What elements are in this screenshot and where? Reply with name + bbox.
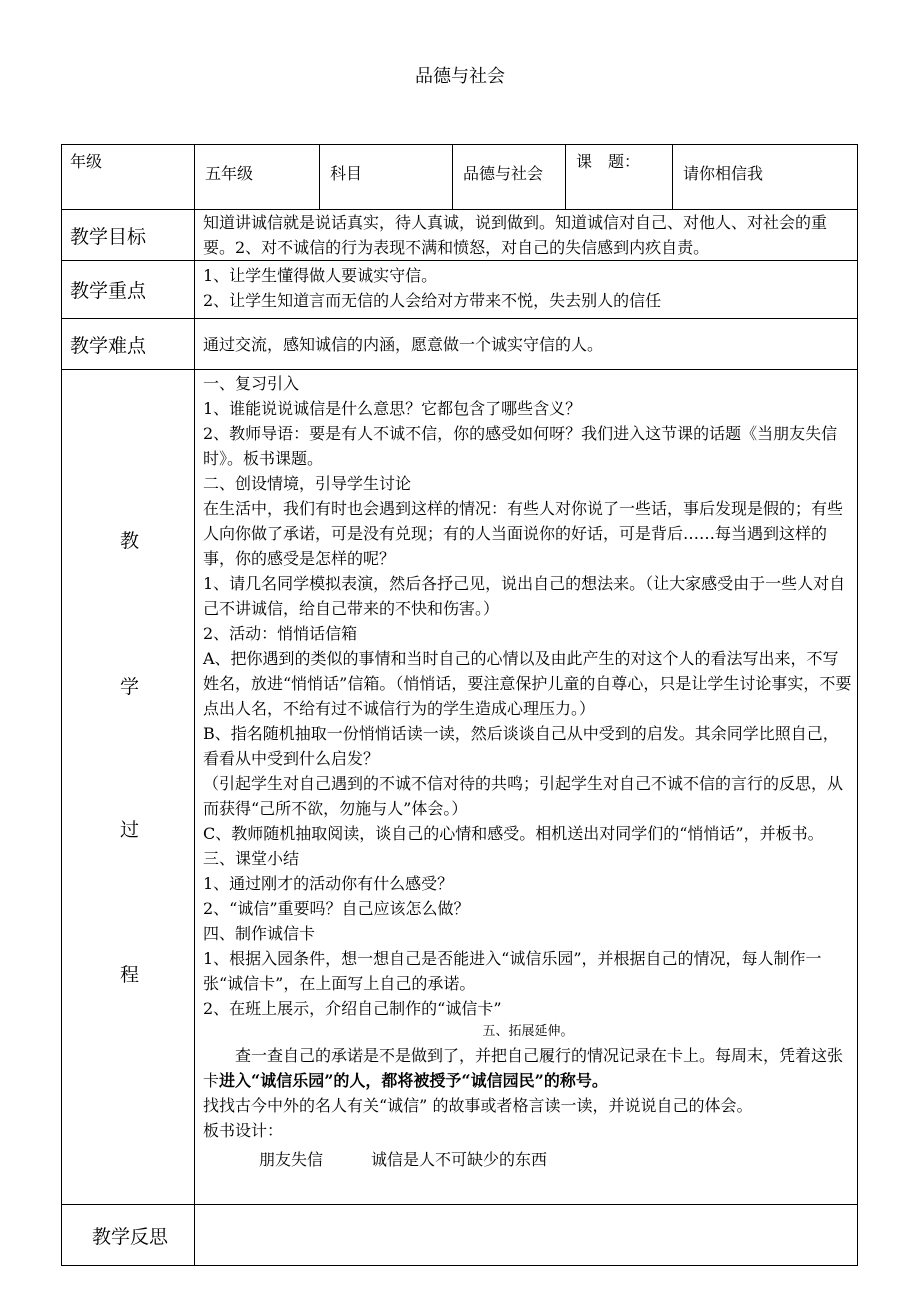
process-paragraph: （引起学生对自己遇到的不诚不信对待的共鸣；引起学生对自己不诚不信的言行的反思，从而获得“己所不欲，勿施与人”体会。） (203, 774, 844, 818)
goals-label: 教学目标 (62, 210, 195, 261)
process-label-char: 过 (120, 819, 140, 841)
focus-label: 教学重点 (62, 261, 195, 319)
header-row (62, 145, 858, 210)
process-label-char: 教 (120, 530, 140, 552)
process-row (62, 370, 858, 1205)
grade-value: 五年级 (195, 145, 320, 210)
process-paragraph: 2、在班上展示，介绍自己制作的“诚信卡” (203, 999, 502, 1018)
process-paragraph: 二、创设情境，引导学生讨论 (203, 474, 412, 493)
lesson-plan-table (61, 144, 858, 1266)
process-paragraph: A、把你遇到的类似的事情和当时自己的心情以及由此产生的对这个人的看法写出来，不写姓名，放进“悄悄话”信箱。（悄悄话，要注意保护儿童的自尊心，只是让学生讨论事实，不要点出人名，不给有过不诚信行为的学生造成心理压力。） (203, 649, 852, 718)
reflection-row (62, 1205, 858, 1266)
difficulty-row (62, 319, 858, 370)
goals-row (62, 210, 858, 261)
process-paragraph: 1、通过刚才的活动你有什么感受？ (203, 874, 454, 893)
process-paragraph: 2、“诚信”重要吗？自己应该怎么做？ (203, 899, 470, 918)
focus-row (62, 261, 858, 319)
process-paragraph: 在生活中，我们有时也会遇到这样的情况：有些人对你说了一些话，事后发现是假的；有些人向你做了承诺，可是没有兑现；有的人当面说你的好话，可是背后……每当遇到这样的事，你的感受是怎样的呢？ (203, 499, 844, 568)
focus-line: 2、让学生知道言而无信的人会给对方带来不悦，失去别人的信任 (203, 291, 662, 310)
subject-value: 品德与社会 (453, 145, 566, 210)
focus-line: 1、让学生懂得做人要诚实守信。 (203, 266, 438, 285)
reflection-content (195, 1205, 858, 1266)
board-design (203, 1147, 853, 1172)
difficulty-label: 教学难点 (62, 319, 195, 370)
board-right-text: 诚信是人不可缺少的东西 (371, 1150, 548, 1169)
process-label-char: 程 (120, 964, 140, 986)
difficulty-text: 通过交流，感知诚信的内涵，愿意做一个诚实守信的人。 (195, 319, 858, 370)
process-paragraph: 1、根据入园条件，想一想自己是否能进入“诚信乐园”，并根据自己的情况，每人制作一张“诚信卡”，在上面写上自己的承诺。 (203, 949, 822, 993)
process-label-char: 学 (120, 676, 140, 698)
extension-line-2: 找找古今中外的名人有关“诚信” 的故事或者格言读一读，并说说自己的体会。 (203, 1096, 753, 1115)
board-left-text: 朋友失信 (259, 1150, 324, 1169)
process-paragraph: 一、复习引入 (203, 374, 300, 393)
process-paragraph: 四、制作诚信卡 (203, 924, 316, 943)
process-label (62, 370, 195, 1205)
reflection-label: 教学反思 (62, 1205, 195, 1266)
process-paragraph: 1、请几名同学模拟表演，然后各抒己见，说出自己的想法来。（让大家感受由于一些人对自己不讲诚信，给自己带来的不快和伤害。） (203, 574, 846, 618)
grade-label: 年级 (62, 145, 195, 210)
subject-label: 科目 (320, 145, 453, 210)
process-paragraph: 2、活动：悄悄话信箱 (203, 624, 358, 643)
extension-bold-text: 进入“诚信乐园”的人，都将被授予“诚信园民”的称号。 (219, 1071, 608, 1090)
goals-text: 知道讲诚信就是说话真实，待人真诚，说到做到。知道诚信对自己、对他人、对社会的重要。2、对不诚信的行为表现不满和愤怒，对自己的失信感到内疚自责。 (195, 210, 858, 261)
extension-paragraph (203, 1043, 853, 1093)
process-content (195, 370, 858, 1205)
process-paragraph: B、指名随机抽取一份悄悄话读一读，然后谈谈自己从中受到的启发。其余同学比照自己，看看从中受到什么启发？ (203, 724, 839, 768)
board-design-label: 板书设计： (203, 1121, 284, 1140)
extension-heading: 五、拓展延伸。 (482, 1024, 574, 1039)
process-paragraph: 1、谁能说说诚信是什么意思？它都包含了哪些含义？ (203, 399, 582, 418)
topic-value: 请你相信我 (673, 145, 858, 210)
process-paragraph: C、教师随机抽取阅读，谈自己的心情和感受。相机送出对同学们的“悄悄话”，并板书。 (203, 824, 824, 843)
focus-content (195, 261, 858, 319)
process-paragraph: 2、教师导语：要是有人不诚不信，你的感受如何呀？我们进入这节课的话题《当朋友失信时》。板书课题。 (203, 424, 838, 468)
process-paragraph: 三、课堂小结 (203, 849, 300, 868)
topic-label: 课 题： (566, 145, 673, 210)
page-title: 品德与社会 (415, 66, 505, 87)
extension-normal-text: 查一查自己的承诺是不是做到了，并把自己履行的情况记录在卡上。每周末，凭着这张卡 (203, 1046, 844, 1090)
